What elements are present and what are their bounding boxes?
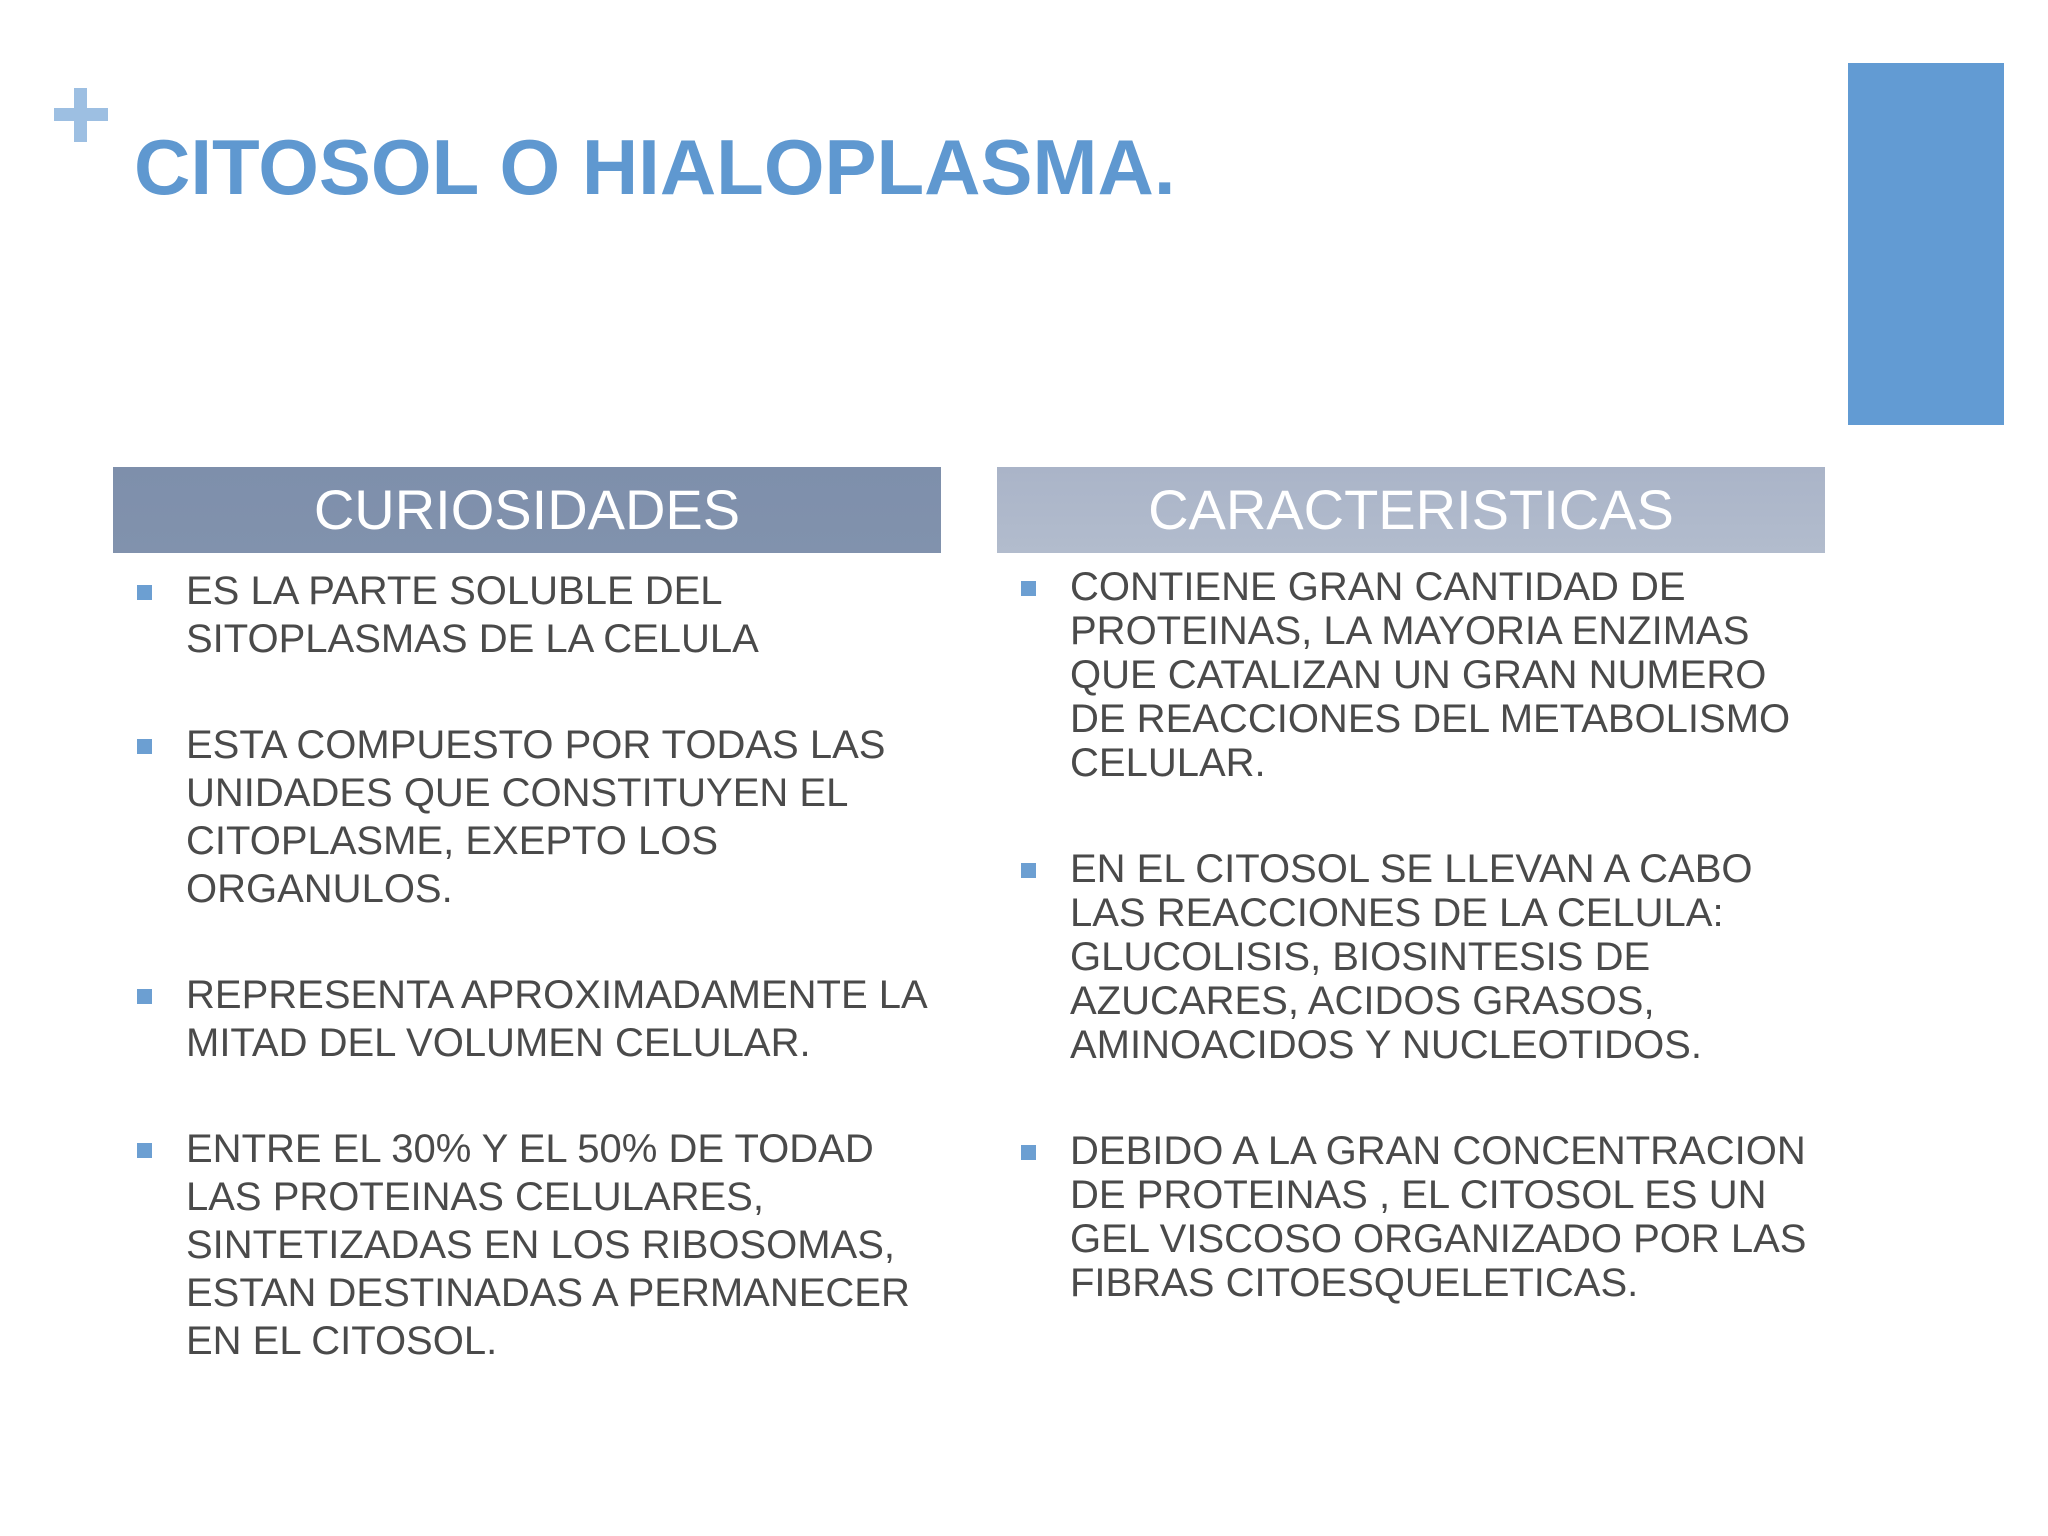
square-bullet-icon	[137, 585, 152, 600]
list-item-text: REPRESENTA APROXIMADAMENTE LA MITAD DEL VOLUMEN CELULAR.	[186, 973, 926, 1065]
list-item-text: ENTRE EL 30% Y EL 50% DE TODAD LAS PROTEINAS CELULARES, SINTETIZADAS EN LOS RIBOSOMAS, ESTAN DESTINADAS A PERMANECER EN EL CITOSOL.	[186, 1127, 910, 1363]
square-bullet-icon	[137, 1143, 152, 1158]
list-item-text: EN EL CITOSOL SE LLEVAN A CABO LAS REACCIONES DE LA CELULA: GLUCOLISIS, BIOSINTESIS DE AZUCARES, ACIDOS GRASOS, AMINOACIDOS Y NUCLEOTIDOS.	[1070, 847, 1753, 1067]
caracteristicas-header: CARACTERISTICAS	[997, 467, 1825, 553]
list-item-text: ESTA COMPUESTO POR TODAS LAS UNIDADES QUE CONSTITUYEN EL CITOPLASME, EXEPTO LOS ORGANULOS.	[186, 723, 886, 911]
curiosidades-header: CURIOSIDADES	[113, 467, 941, 553]
list-item	[113, 971, 941, 1067]
slide-title: CITOSOL O HIALOPLASMA.	[134, 123, 1176, 211]
square-bullet-icon	[137, 989, 152, 1004]
list-item	[113, 567, 941, 663]
list-item	[997, 565, 1825, 785]
caracteristicas-list	[997, 565, 1825, 1305]
plus-icon-vertical	[74, 88, 87, 142]
square-bullet-icon	[1021, 863, 1036, 878]
list-item-text: DEBIDO A LA GRAN CONCENTRACION DE PROTEINAS , EL CITOSOL ES UN GEL VISCOSO ORGANIZADO POR LAS FIBRAS CITOESQUELETICAS.	[1070, 1129, 1807, 1305]
list-item-text: ES LA PARTE SOLUBLE DEL SITOPLASMAS DE LA CELULA	[186, 569, 759, 661]
list-item-text: CONTIENE GRAN CANTIDAD DE PROTEINAS, LA MAYORIA ENZIMAS QUE CATALIZAN UN GRAN NUMERO DE REACCIONES DEL METABOLISMO CELULAR.	[1070, 565, 1791, 785]
caracteristicas-column	[997, 467, 1825, 1367]
list-item	[113, 721, 941, 913]
curiosidades-column	[113, 467, 941, 1423]
list-item	[997, 847, 1825, 1067]
plus-icon	[54, 88, 108, 142]
square-bullet-icon	[137, 739, 152, 754]
curiosidades-list	[113, 567, 941, 1365]
list-item	[113, 1125, 941, 1365]
square-bullet-icon	[1021, 581, 1036, 596]
accent-bar	[1848, 63, 2004, 425]
square-bullet-icon	[1021, 1145, 1036, 1160]
list-item	[997, 1129, 1825, 1305]
